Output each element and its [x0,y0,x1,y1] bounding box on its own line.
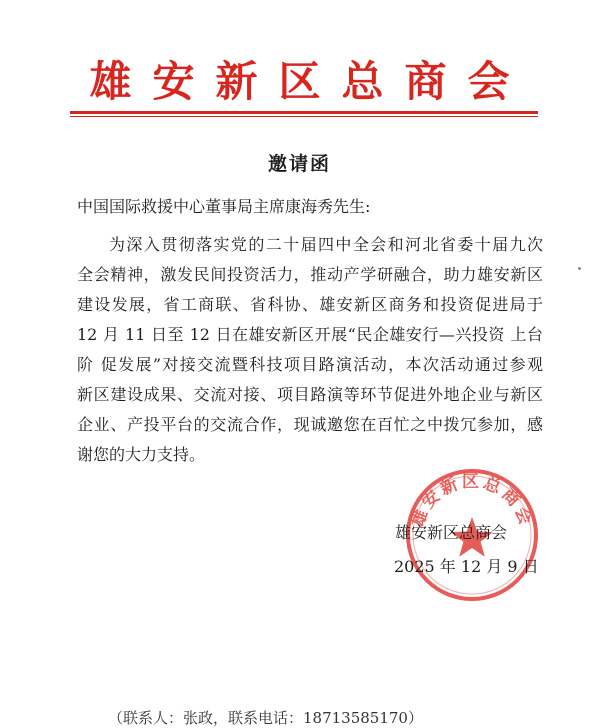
salutation: 中国国际救援中心董事局主席康海秀先生: [77,197,371,216]
contact-line: （联系人：张政，联系电话：18713585170） [108,709,423,727]
letterhead-rule-thick [70,111,538,114]
letterhead-rule-thin [70,116,538,117]
body-line: 谢您的大力支持。 [77,445,206,464]
body-line: 新区建设成果、交流对接、项目路演等环节促进外地企业与新区 [77,385,543,404]
scan-speck [578,267,581,270]
body-line: 全会精神，激发民间投资活力，推动产学研融合，助力雄安新区 [77,265,543,284]
document-title: 邀请函 [267,153,331,175]
svg-text:雄安新区总商会: 雄安新区总商会 [407,471,537,531]
body-line: 12 月 11 日至 12 日在雄安新区开展“民企雄安行—兴投资 上台 [77,325,543,344]
body-line: 为深入贯彻落实党的二十届四中全会和河北省委十届九次 [109,235,543,254]
body-line: 企业、产投平台的交流合作，现诚邀您在百忙之中拨冗参加，感 [77,415,543,434]
body-line: 阶 促发展”对接交流暨科技项目路演活动，本次活动通过参观 [77,355,543,374]
letter-body [77,230,543,470]
body-line: 建设发展，省工商联、省科协、雄安新区商务和投资促进局于 [77,295,543,314]
letterhead-title: 雄安新区总商会 [89,57,531,106]
signature-date: 2025 年 12 月 9 日 [394,557,539,576]
signature-organization: 雄安新区总商会 [395,523,508,542]
